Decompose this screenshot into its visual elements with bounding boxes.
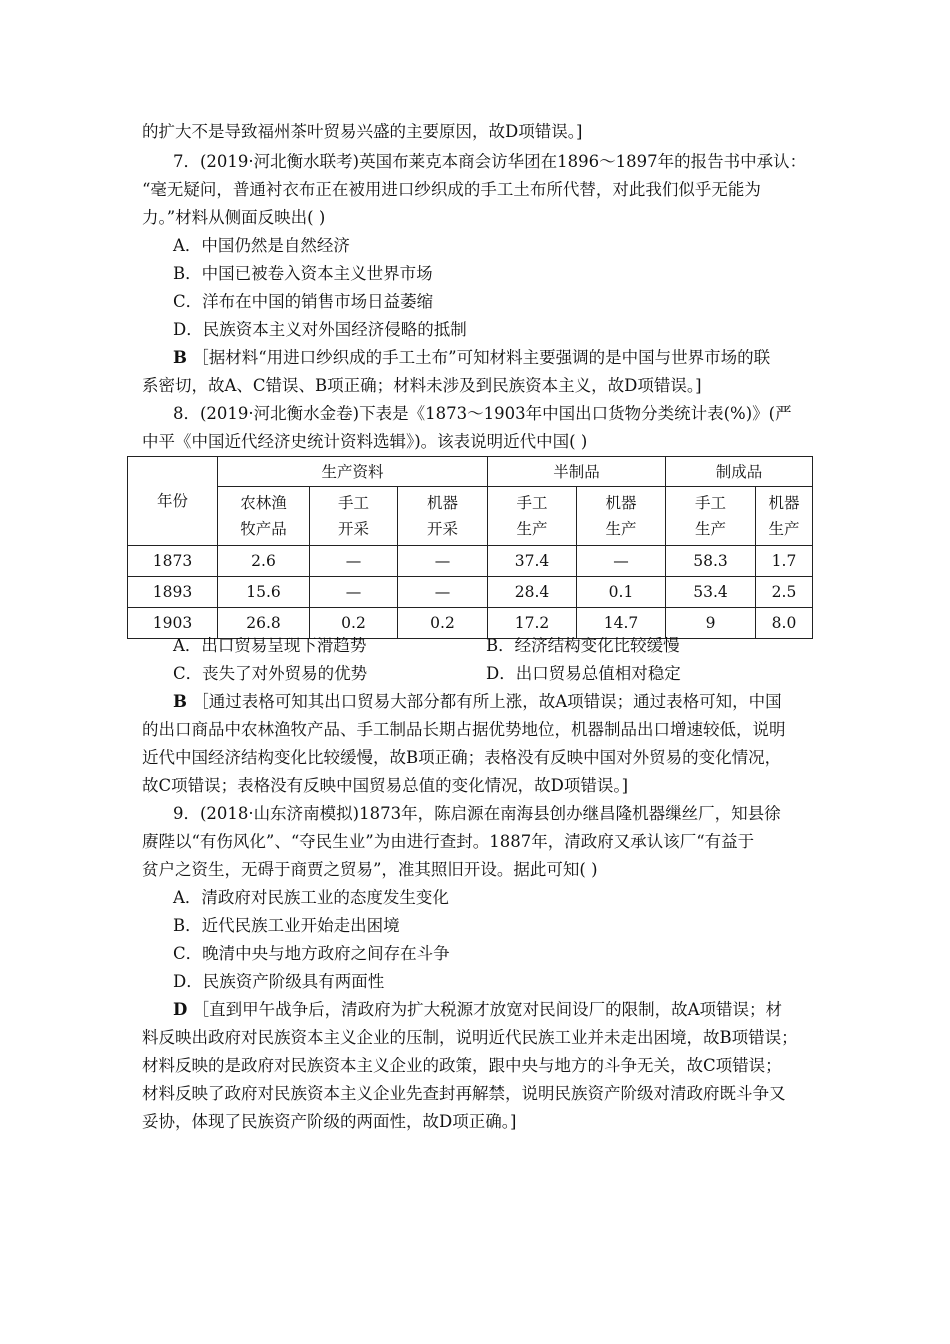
table-cell: 0.2 [398, 608, 488, 639]
sub-header: 机器 开采 [398, 487, 488, 546]
sub-header: 手工 开采 [310, 487, 398, 546]
option-a: A．出口贸易呈现下滑趋势 [173, 636, 367, 655]
option-b: B．中国已被卷入资本主义世界市场 [173, 264, 433, 283]
text-line: 妥协，体现了民族资产阶级的两面性，故D项正确。] [142, 1112, 517, 1131]
table-cell: 15.6 [218, 577, 310, 608]
table-cell: 2.5 [756, 577, 813, 608]
text-line: 近代中国经济结构变化比较缓慢，故B项正确；表格没有反映中国对外贸易的变化情况， [142, 748, 782, 767]
table-cell: 26.8 [218, 608, 310, 639]
table-cell: 8.0 [756, 608, 813, 639]
group-header: 生产资料 [218, 457, 488, 487]
answer-key: D [173, 1000, 188, 1019]
text-line: 料反映出政府对民族资本主义企业的压制，说明近代民族工业并未走出困境，故B项错误； [142, 1028, 798, 1047]
table-cell: 2.6 [218, 546, 310, 577]
option-b: B．经济结构变化比较缓慢 [486, 636, 680, 655]
table-cell: 37.4 [488, 546, 577, 577]
year-header: 年份 [128, 457, 218, 546]
text-line: 材料反映了政府对民族资本主义企业先查封再解禁，说明民族资产阶级对清政府既斗争又 [142, 1084, 786, 1103]
sub-header: 手工 生产 [488, 487, 577, 546]
sub-header: 机器 生产 [577, 487, 666, 546]
table-row [128, 608, 813, 639]
table-cell: 1.7 [756, 546, 813, 577]
text-line: 的出口商品中农林渔牧产品、手工制品长期占据优势地位，机器制品出口增速较低，说明 [142, 720, 786, 739]
text-line: 赓陛以“有伤风化”、“夺民生业”为由进行查封。1887年，清政府又承认该厂“有益于 [142, 832, 755, 851]
text-line: 力。”材料从侧面反映出( ) [142, 208, 326, 227]
text-line: 中平《中国近代经济史统计资料选辑》)。该表说明近代中国( ) [142, 432, 588, 451]
table-row [128, 577, 813, 608]
sub-header: 手工 生产 [666, 487, 756, 546]
table-cell: 0.1 [577, 577, 666, 608]
table-cell: 53.4 [666, 577, 756, 608]
option-d: D．民族资产阶级具有两面性 [173, 972, 385, 991]
table-row [128, 546, 813, 577]
text-line: 贫户之资生，无碍于商贾之贸易”，准其照旧开设。据此可知( ) [142, 860, 598, 879]
table-cell: 1873 [128, 546, 218, 577]
table-cell: — [398, 577, 488, 608]
table-cell: — [577, 546, 666, 577]
group-header: 制成品 [666, 457, 813, 487]
answer-key: B [173, 348, 187, 367]
answer-9 [173, 1000, 782, 1020]
table-cell: 28.4 [488, 577, 577, 608]
option-c: C．丧失了对外贸易的优势 [173, 664, 368, 683]
option-b: B．近代民族工业开始走出困境 [173, 916, 400, 935]
answer-8 [173, 692, 782, 712]
option-c: C．洋布在中国的销售市场日益萎缩 [173, 292, 434, 311]
table-cell: 14.7 [577, 608, 666, 639]
text-line: “毫无疑问，普通衬衣布正在被用进口纱织成的手工土布所代替，对此我们似乎无能为 [142, 180, 761, 199]
table-cell: — [310, 546, 398, 577]
answer-text: ［直到甲午战争后，清政府为扩大税源才放宽对民间设厂的限制，故A项错误；材 [192, 1000, 782, 1019]
table-cell: 58.3 [666, 546, 756, 577]
sub-header: 机器 生产 [756, 487, 813, 546]
option-a: A．中国仍然是自然经济 [173, 236, 350, 255]
text-line: 材料反映的是政府对民族资本主义企业的政策，跟中央与地方的斗争无关，故C项错误； [142, 1056, 782, 1075]
sub-header: 农林渔 牧产品 [218, 487, 310, 546]
text-line: 的扩大不是导致福州茶叶贸易兴盛的主要原因，故D项错误。] [142, 122, 583, 141]
table-cell: 1903 [128, 608, 218, 639]
option-a: A．清政府对民族工业的态度发生变化 [173, 888, 449, 907]
text-line: 故C项错误；表格没有反映中国贸易总值的变化情况，故D项错误。] [142, 776, 629, 795]
question-8: 8．(2019·河北衡水金卷)下表是《1873～1903年中国出口货物分类统计表(%)》(严 [173, 404, 792, 423]
answer-key: B [173, 692, 187, 711]
table-cell: 1893 [128, 577, 218, 608]
option-c: C．晚清中央与地方政府之间存在斗争 [173, 944, 450, 963]
answer-text: ［据材料“用进口纱织成的手工土布”可知材料主要强调的是中国与世界市场的联 [192, 348, 771, 367]
option-d: D．出口贸易总值相对稳定 [486, 664, 681, 683]
table-cell: — [398, 546, 488, 577]
table-cell: 9 [666, 608, 756, 639]
table-cell: 0.2 [310, 608, 398, 639]
question-7: 7．(2019·河北衡水联考)英国布莱克本商会访华团在1896～1897年的报告书中承认： [173, 152, 807, 171]
question-9: 9．(2018·山东济南模拟)1873年，陈启源在南海县创办继昌隆机器缫丝厂，知县徐 [173, 804, 781, 823]
text-line: 系密切，故A、C错误、B项正确；材料未涉及到民族资本主义，故D项错误。] [142, 376, 702, 395]
option-d: D．民族资本主义对外国经济侵略的抵制 [173, 320, 467, 339]
table-cell: — [310, 577, 398, 608]
answer-text: ［通过表格可知其出口贸易大部分都有所上涨，故A项错误；通过表格可知，中国 [192, 692, 782, 711]
group-header: 半制品 [488, 457, 666, 487]
export-statistics-table [127, 456, 813, 639]
answer-7 [173, 348, 770, 368]
table-cell: 17.2 [488, 608, 577, 639]
